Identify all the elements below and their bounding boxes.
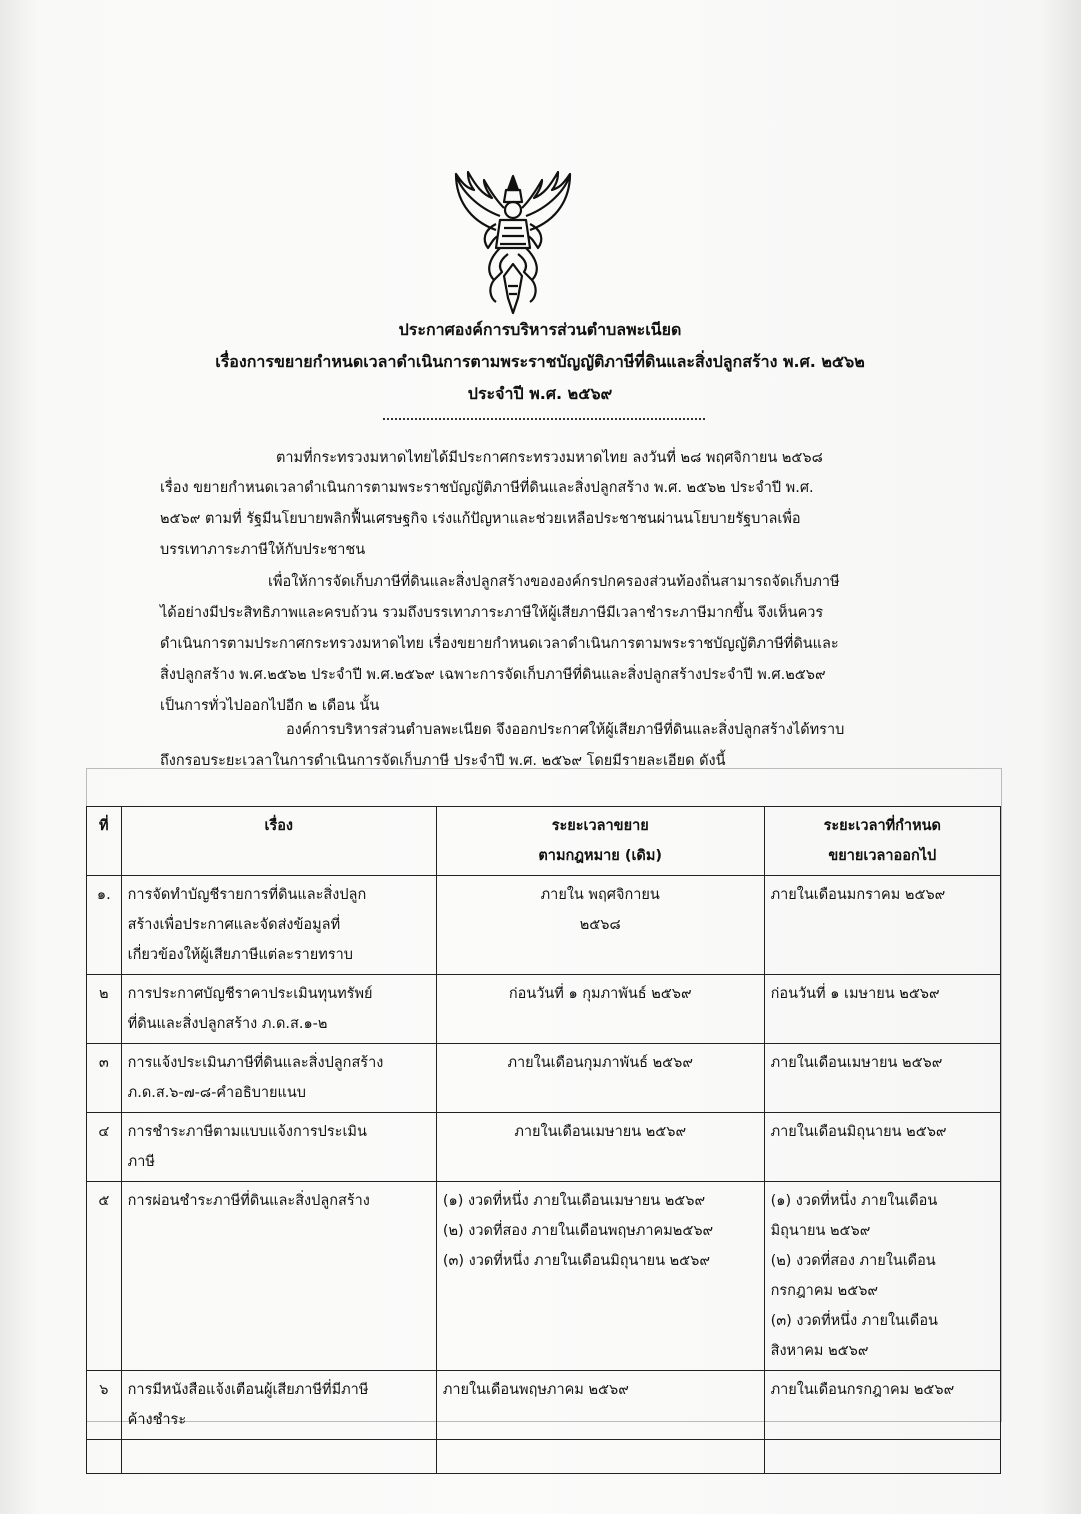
row-number: ๔ bbox=[87, 1113, 122, 1182]
row-extended-deadline: ภายในเดือนมิถุนายน ๒๕๖๙ bbox=[764, 1113, 1000, 1182]
row-extended-deadline: ภายในเดือนมกราคม ๒๕๖๙ bbox=[764, 876, 1000, 975]
row-original-deadline: ภายในเดือนพฤษภาคม ๒๕๖๙ bbox=[436, 1371, 764, 1440]
row-original-deadline: ภายในเดือนเมษายน ๒๕๖๙ bbox=[436, 1113, 764, 1182]
paragraph-3-line: องค์การบริหารส่วนตำบลพะเนียด จึงออกประกาศให้ผู้เสียภาษีที่ดินและสิ่งปลูกสร้างได้ทราบ bbox=[286, 722, 845, 738]
paragraph-2-line: เพื่อให้การจัดเก็บภาษีที่ดินและสิ่งปลูกสร้างขององค์กรปกครองส่วนท้องถิ่นสามารถจัดเก็บภาษี bbox=[268, 574, 840, 590]
paragraph-3-line: ถึงกรอบระยะเวลาในการดำเนินการจัดเก็บภาษี ประจำปี พ.ศ. ๒๕๖๙ โดยมีรายละเอียด ดังนี้ bbox=[160, 753, 726, 769]
row-extended-deadline: ก่อนวันที่ ๑ เมษายน ๒๕๖๙ bbox=[764, 975, 1000, 1044]
table-row bbox=[87, 1182, 1001, 1371]
paragraph-1-line: ตามที่กระทรวงมหาดไทยได้มีประกาศกระทรวงมหาดไทย ลงวันที่ ๒๘ พฤศจิกายน ๒๕๖๘ bbox=[276, 450, 823, 466]
row-original-deadline: ภายในเดือนกุมภาพันธ์ ๒๕๖๙ bbox=[436, 1044, 764, 1113]
row-original-deadline: ก่อนวันที่ ๑ กุมภาพันธ์ ๒๕๖๙ bbox=[436, 975, 764, 1044]
table-row bbox=[87, 1113, 1001, 1182]
row-number: ๑. bbox=[87, 876, 122, 975]
row-subject: การมีหนังสือแจ้งเตือนผู้เสียภาษีที่มีภาษี ค้างชำระ bbox=[121, 1371, 436, 1440]
header-subject: เรื่อง bbox=[121, 807, 436, 876]
row-subject: การชำระภาษีตามแบบแจ้งการประเมิน ภาษี bbox=[121, 1113, 436, 1182]
paragraph-2-line: ได้อย่างมีประสิทธิภาพและครบถ้วน รวมถึงบรรเทาภาระภาษีให้ผู้เสียภาษีมีเวลาชำระภาษีมากขึ้น จึงเห็นควร bbox=[160, 605, 824, 621]
paragraph-2-line: ดำเนินการตามประกาศกระทรวงมหาดไทย เรื่องขยายกำหนดเวลาดำเนินการตามพระราชบัญญัติภาษีที่ดินและ bbox=[160, 636, 839, 652]
header-no: ที่ bbox=[87, 807, 122, 876]
table-row bbox=[87, 1044, 1001, 1113]
table-row bbox=[87, 876, 1001, 975]
title-divider bbox=[383, 418, 705, 420]
header-original-deadline: ระยะเวลาขยาย ตามกฎหมาย (เดิม) bbox=[436, 807, 764, 876]
empty-cell bbox=[764, 1440, 1000, 1474]
row-number: ๓ bbox=[87, 1044, 122, 1113]
row-original-deadline: ภายใน พฤศจิกายน ๒๕๖๘ bbox=[436, 876, 764, 975]
row-original-deadline: (๑) งวดที่หนึ่ง ภายในเดือนเมษายน ๒๕๖๙ (๒) งวดที่สอง ภายในเดือนพฤษภาคม๒๕๖๙ (๓) งวดที่หนึ่ง ภายในเดือนมิถุนายน ๒๕๖๙ bbox=[436, 1182, 764, 1371]
announcement-year: ประจำปี พ.ศ. ๒๕๖๙ bbox=[467, 384, 613, 403]
row-extended-deadline: ภายในเดือนเมษายน ๒๕๖๙ bbox=[764, 1044, 1000, 1113]
row-extended-deadline: ภายในเดือนกรกฎาคม ๒๕๖๙ bbox=[764, 1371, 1000, 1440]
empty-cell bbox=[436, 1440, 764, 1474]
garuda-emblem-icon bbox=[438, 168, 588, 318]
paragraph-2-line: สิ่งปลูกสร้าง พ.ศ.๒๕๖๒ ประจำปี พ.ศ.๒๕๖๙ เฉพาะการจัดเก็บภาษีที่ดินและสิ่งปลูกสร้างประจำปี พ.ศ.๒๕๖๙ bbox=[160, 667, 826, 683]
row-number: ๕ bbox=[87, 1182, 122, 1371]
row-number: ๖ bbox=[87, 1371, 122, 1440]
table-header-row bbox=[87, 807, 1001, 876]
row-extended-deadline: (๑) งวดที่หนึ่ง ภายในเดือน มิถุนายน ๒๕๖๙ (๒) งวดที่สอง ภายในเดือน กรกฎาคม ๒๕๖๙ (๓) งวดที่หนึ่ง ภายในเดือน สิงหาคม ๒๕๖๙ bbox=[764, 1182, 1000, 1371]
paragraph-1-line: บรรเทาภาระภาษีให้กับประชาชน bbox=[160, 542, 366, 558]
row-subject: การจัดทำบัญชีรายการที่ดินและสิ่งปลูก สร้างเพื่อประกาศและจัดส่งข้อมูลที่ เกี่ยวข้องให้ผู้เสียภาษีแต่ละรายทราบ bbox=[121, 876, 436, 975]
table-row bbox=[87, 1371, 1001, 1440]
paragraph-1-line: เรื่อง ขยายกำหนดเวลาดำเนินการตามพระราชบัญญัติภาษีที่ดินและสิ่งปลูกสร้าง พ.ศ. ๒๕๖๒ ประจำปี พ.ศ. bbox=[160, 480, 814, 496]
row-subject: การประกาศบัญชีราคาประเมินทุนทรัพย์ ที่ดินและสิ่งปลูกสร้าง ภ.ด.ส.๑-๒ bbox=[121, 975, 436, 1044]
paragraph-2-line: เป็นการทั่วไปออกไปอีก ๒ เดือน นั้น bbox=[160, 698, 380, 714]
schedule-table bbox=[86, 806, 1001, 1474]
table-row-empty bbox=[87, 1440, 1001, 1474]
row-subject: การแจ้งประเมินภาษีที่ดินและสิ่งปลูกสร้าง ภ.ด.ส.๖-๗-๘-คำอธิบายแนบ bbox=[121, 1044, 436, 1113]
announcement-title: ประกาศองค์การบริหารส่วนตำบลพะเนียด bbox=[398, 320, 682, 339]
empty-cell bbox=[121, 1440, 436, 1474]
header-extended-deadline: ระยะเวลาที่กำหนด ขยายเวลาออกไป bbox=[764, 807, 1000, 876]
announcement-subject: เรื่องการขยายกำหนดเวลาดำเนินการตามพระราชบัญญัติภาษีที่ดินและสิ่งปลูกสร้าง พ.ศ. ๒๕๖๒ bbox=[215, 352, 865, 371]
row-subject: การผ่อนชำระภาษีที่ดินและสิ่งปลูกสร้าง bbox=[121, 1182, 436, 1371]
paragraph-1-line: ๒๕๖๙ ตามที่ รัฐมีนโยบายพลิกฟื้นเศรษฐกิจ เร่งแก้ปัญหาและช่วยเหลือประชาชนผ่านนโยบายรัฐบาลเพื่อ bbox=[160, 511, 801, 527]
table-row bbox=[87, 975, 1001, 1044]
empty-cell bbox=[87, 1440, 122, 1474]
row-number: ๒ bbox=[87, 975, 122, 1044]
